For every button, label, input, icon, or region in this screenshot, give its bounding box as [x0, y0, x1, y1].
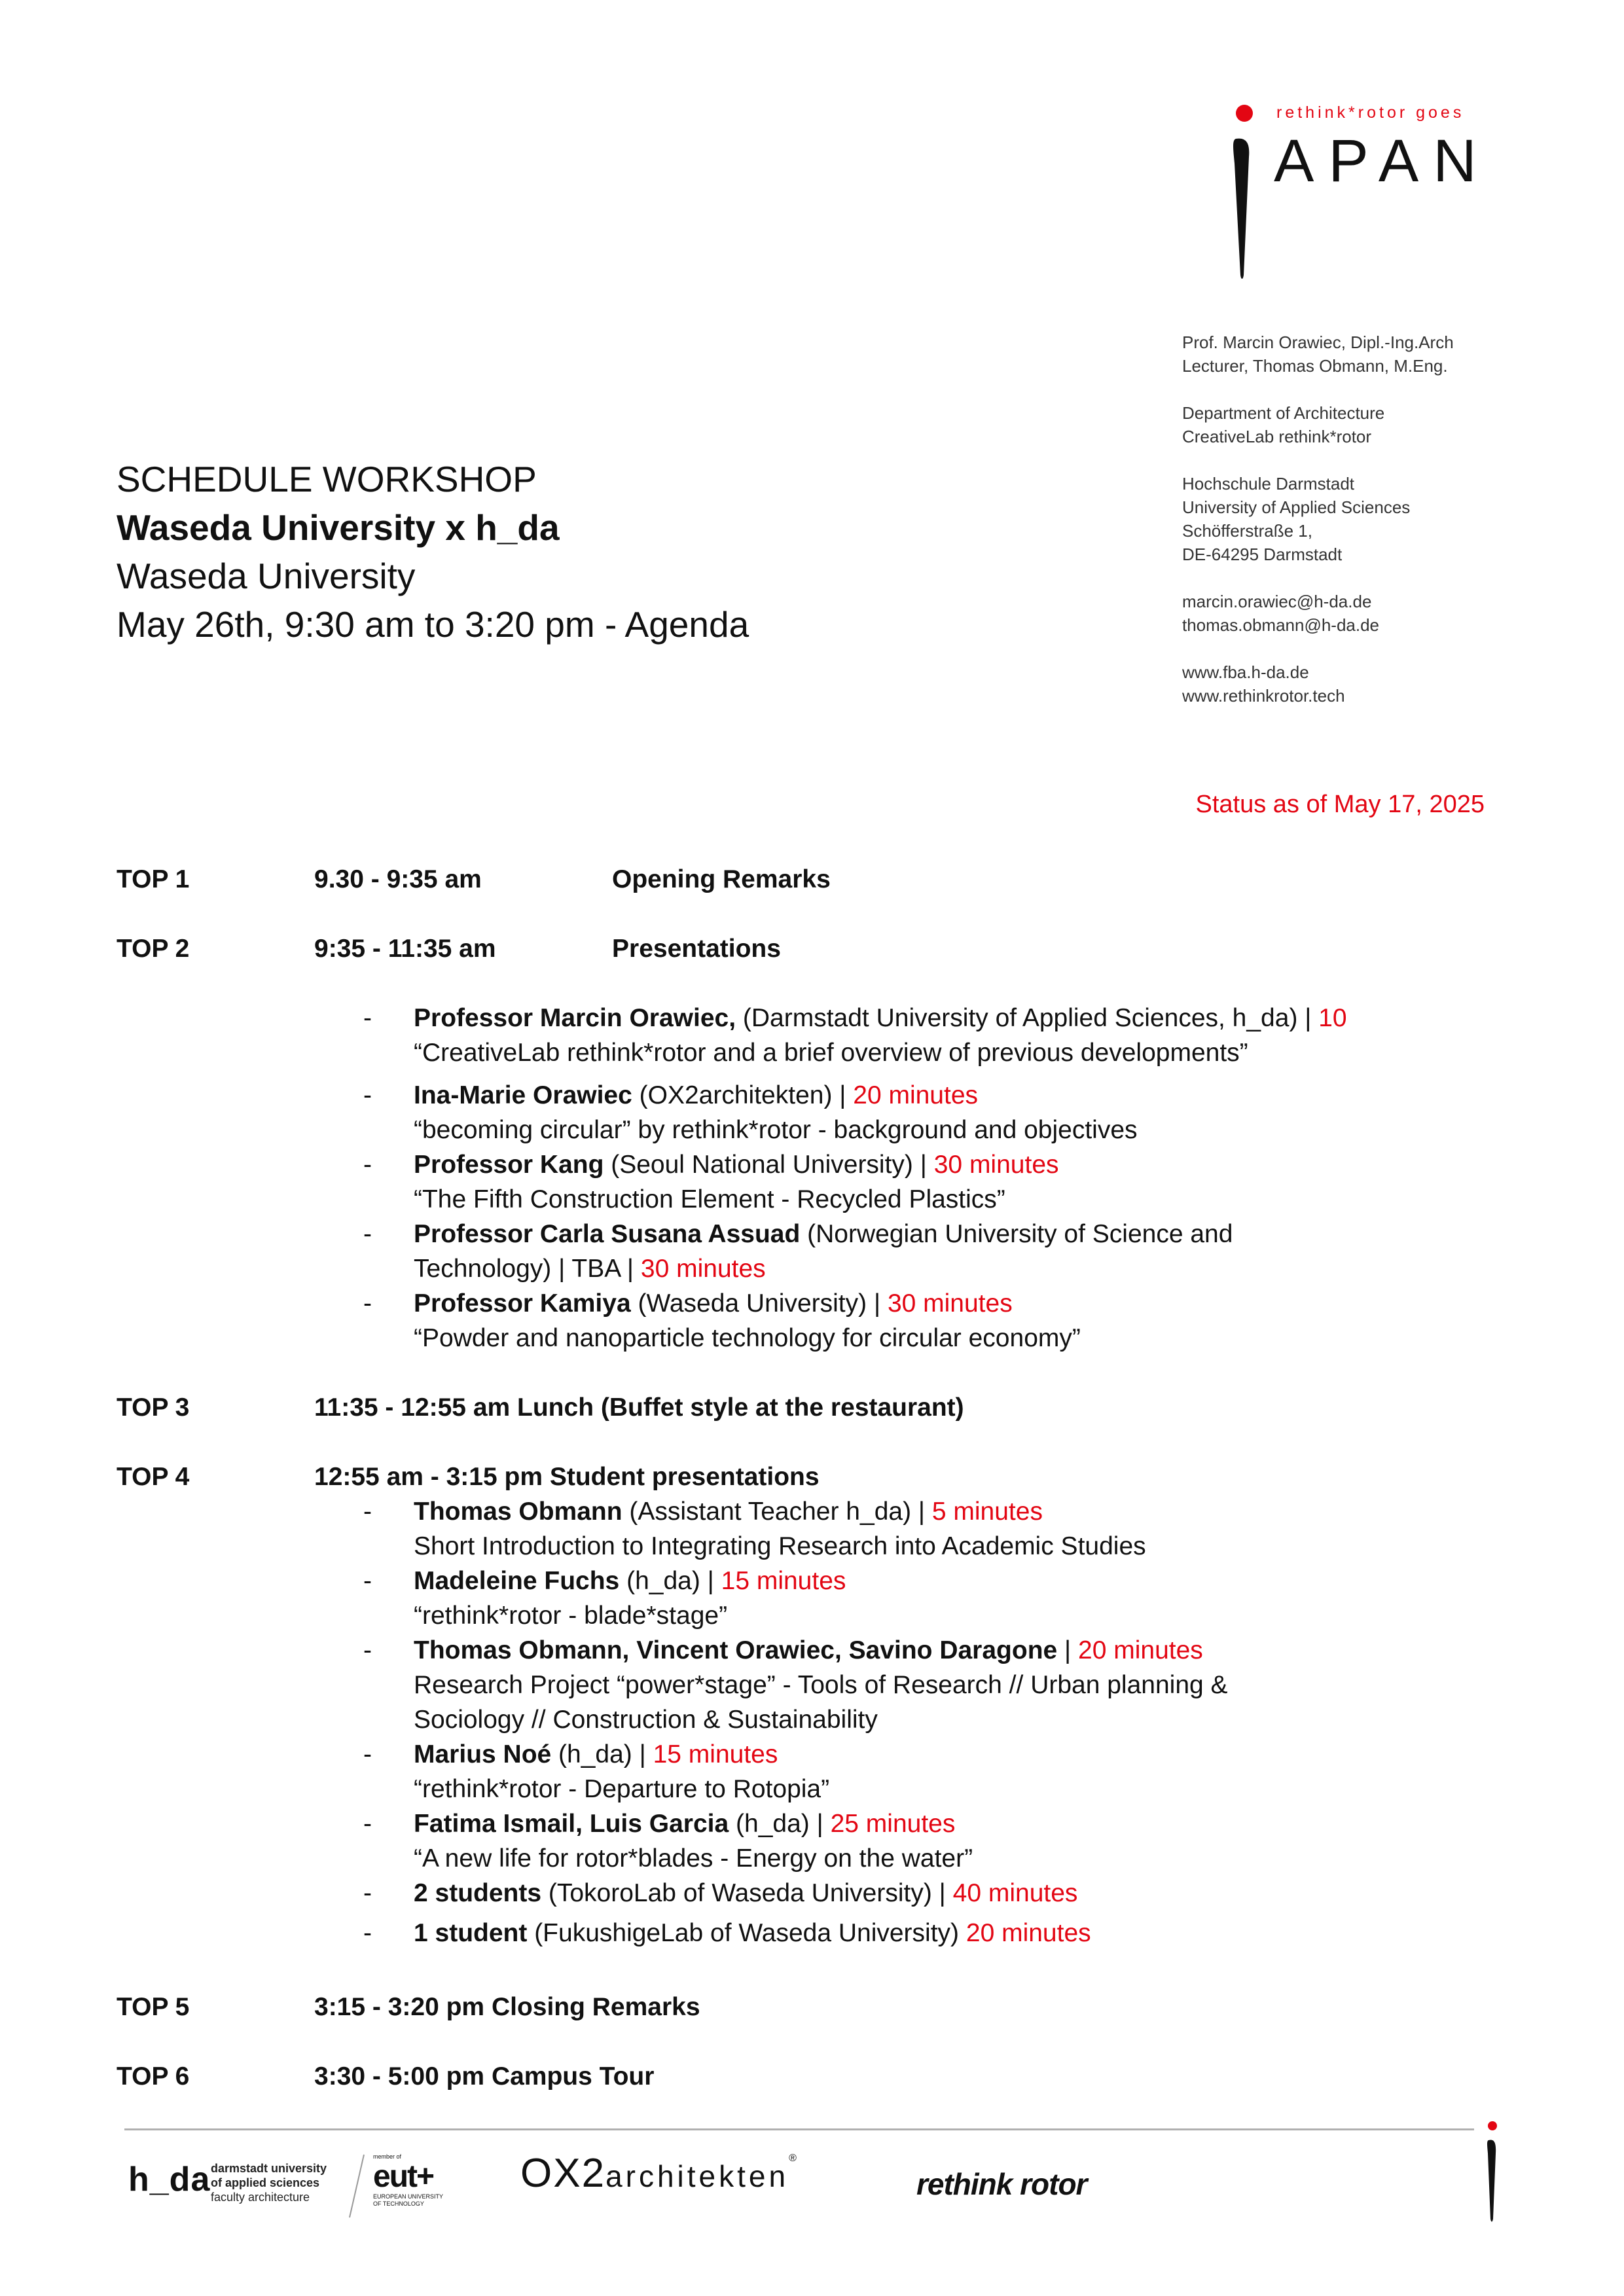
speaker-affiliation: |	[1057, 1636, 1079, 1664]
talk-title: “A new life for rotor*blades - Energy on the water”	[414, 1844, 973, 1873]
contact-line: Schöfferstraße 1,	[1182, 521, 1312, 541]
list-dash: -	[363, 1919, 372, 1947]
speaker-affiliation: (Darmstadt University of Applied Sciences, h_da) |	[736, 1004, 1319, 1032]
talk-title: Sociology // Construction & Sustainability	[414, 1706, 878, 1734]
talk-title: Research Project “power*stage” - Tools of Research // Urban planning &	[414, 1671, 1228, 1699]
top2-number: TOP 2	[117, 935, 190, 963]
eut-logo	[373, 2153, 452, 2208]
speaker-name: Professor Kamiya	[414, 1289, 631, 1318]
speaker-name: Professor Kang	[414, 1151, 604, 1179]
list-dash: -	[363, 1879, 372, 1907]
ox2-mark: OX2	[520, 2151, 606, 2196]
speaker-affiliation: (OX2architekten) |	[632, 1081, 854, 1109]
list-dash: -	[363, 1567, 372, 1595]
contact-block	[1182, 331, 1523, 731]
contact-department	[1182, 401, 1523, 448]
top6-number: TOP 6	[117, 2062, 190, 2090]
talk-title: “The Fifth Construction Element - Recycled Plastics”	[414, 1185, 1005, 1213]
hda-logo-line: of applied sciences	[211, 2176, 320, 2189]
website-link[interactable]: www.fba.h-da.de	[1182, 662, 1309, 682]
duration: 40 minutes	[952, 1879, 1078, 1907]
list-dash: -	[363, 1220, 372, 1248]
email-link[interactable]: marcin.orawiec@h-da.de	[1182, 592, 1372, 611]
talk-title: “Powder and nanoparticle technology for circular economy”	[414, 1324, 1081, 1352]
eut-subtitle: EUROPEAN UNIVERSITY	[373, 2193, 444, 2200]
eut-mark: eut+	[373, 2159, 434, 2194]
talk-title: “CreativeLab rethink*rotor and a brief overview of previous developments”	[414, 1039, 1248, 1067]
speaker-name: Thomas Obmann, Vincent Orawiec, Savino Daragone	[414, 1636, 1058, 1664]
duration: 25 minutes	[830, 1810, 956, 1838]
duration: 20 minutes	[853, 1081, 979, 1109]
contact-line: CreativeLab rethink*rotor	[1182, 427, 1372, 446]
duration: 20 minutes	[1078, 1636, 1203, 1664]
top4-number: TOP 4	[117, 1463, 190, 1491]
speaker-name: Fatima Ismail, Luis Garcia	[414, 1810, 729, 1838]
speaker-affiliation: (Norwegian University of Science and	[800, 1220, 1233, 1248]
list-dash: -	[363, 1636, 372, 1664]
speaker-affiliation: (FukushigeLab of Waseda University)	[527, 1919, 966, 1947]
top1-title: Opening Remarks	[612, 865, 831, 893]
title-line-4: May 26th, 9:30 am to 3:20 pm - Agenda	[117, 604, 749, 645]
top6-text: 3:30 - 5:00 pm Campus Tour	[314, 2062, 655, 2090]
talk-title: Short Introduction to Integrating Research into Academic Studies	[414, 1532, 1146, 1560]
speaker-affiliation: (h_da) |	[551, 1740, 653, 1768]
speaker-affiliation: (TokoroLab of Waseda University) |	[541, 1879, 953, 1907]
top4-text: 12:55 am - 3:15 pm Student presentations	[314, 1463, 820, 1491]
website-link[interactable]: www.rethinkrotor.tech	[1182, 686, 1345, 706]
email-link[interactable]: thomas.obmann@h-da.de	[1182, 615, 1380, 635]
top5-text: 3:15 - 3:20 pm Closing Remarks	[314, 1993, 700, 2021]
list-dash: -	[363, 1289, 372, 1318]
speaker-name: Marius Noé	[414, 1740, 552, 1768]
duration: 30 minutes	[933, 1151, 1059, 1179]
eut-member-label: member of	[373, 2153, 402, 2160]
talk-title: “rethink*rotor - Departure to Rotopia”	[414, 1775, 830, 1803]
logo-brush-stroke-icon	[1231, 137, 1257, 281]
list-dash: -	[363, 1810, 372, 1838]
speaker-affiliation: (h_da) |	[729, 1810, 831, 1838]
list-dash: -	[363, 1740, 372, 1768]
speaker-name: 1 student	[414, 1919, 528, 1947]
logo-separator-icon	[347, 2153, 367, 2219]
duration: 5 minutes	[931, 1498, 1043, 1526]
duration: 15 minutes	[653, 1740, 778, 1768]
top1-number: TOP 1	[117, 865, 190, 893]
contact-line: Hochschule Darmstadt	[1182, 474, 1354, 493]
talk-title: “rethink*rotor - blade*stage”	[414, 1602, 728, 1630]
logo-title: APAN	[1274, 128, 1491, 194]
contact-line: Prof. Marcin Orawiec, Dipl.-Ing.Arch	[1182, 332, 1454, 352]
brush-stroke-icon	[1485, 2121, 1500, 2225]
rethinkrotor-logo: rethink rotor	[916, 2167, 1087, 2201]
top3-text: 11:35 - 12:55 am Lunch (Buffet style at the restaurant)	[314, 1393, 964, 1422]
contact-names	[1182, 331, 1523, 378]
speaker-name: Professor Marcin Orawiec,	[414, 1004, 736, 1032]
contact-websites	[1182, 660, 1523, 708]
title-line-2: Waseda University x h_da	[117, 507, 560, 548]
contact-emails	[1182, 590, 1523, 637]
speaker-name: Thomas Obmann	[414, 1498, 623, 1526]
hda-logo: h_da	[128, 2161, 211, 2198]
hda-logo-line: faculty architecture	[211, 2191, 310, 2204]
top3-number: TOP 3	[117, 1393, 190, 1422]
eut-subtitle: OF TECHNOLOGY	[373, 2200, 424, 2207]
speaker-affiliation: Technology) | TBA |	[414, 1255, 641, 1283]
list-dash: -	[363, 1151, 372, 1179]
document-title	[117, 455, 749, 649]
speaker-name: Madeleine Fuchs	[414, 1567, 620, 1595]
speaker-name: Ina-Marie Orawiec	[414, 1081, 632, 1109]
duration: 20 minutes	[965, 1919, 1091, 1947]
status-date: Status as of May 17, 2025	[1195, 791, 1485, 818]
top1-time: 9.30 - 9:35 am	[314, 865, 482, 893]
duration: 15 minutes	[721, 1567, 846, 1595]
speaker-affiliation: (Seoul National University) |	[604, 1151, 934, 1179]
contact-line: University of Applied Sciences	[1182, 497, 1411, 517]
speaker-name: Professor Carla Susana Assuad	[414, 1220, 801, 1248]
top2-title: Presentations	[612, 935, 781, 963]
duration: 30 minutes	[640, 1255, 766, 1283]
list-dash: -	[363, 1498, 372, 1526]
ox2-wordmark: architekten	[605, 2159, 789, 2193]
list-dash: -	[363, 1004, 372, 1032]
list-dash: -	[363, 1081, 372, 1109]
hda-logo-text	[211, 2161, 342, 2204]
speaker-affiliation: (h_da) |	[619, 1567, 721, 1595]
title-line-3: Waseda University	[117, 556, 416, 596]
contact-line: Department of Architecture	[1182, 403, 1385, 423]
duration: 30 minutes	[887, 1289, 1013, 1318]
contact-line: DE-64295 Darmstadt	[1182, 545, 1343, 564]
contact-address	[1182, 472, 1523, 566]
duration: 10	[1318, 1004, 1347, 1032]
top2-time: 9:35 - 11:35 am	[314, 935, 496, 963]
ox2-registered: ®	[789, 2153, 797, 2164]
speaker-affiliation: (Waseda University) |	[630, 1289, 888, 1318]
hda-logo-line: darmstadt university	[211, 2162, 327, 2175]
logo-tagline: rethink*rotor goes	[1276, 103, 1465, 122]
talk-title: “becoming circular” by rethink*rotor - background and objectives	[414, 1116, 1138, 1144]
top5-number: TOP 5	[117, 1993, 190, 2021]
contact-line: Lecturer, Thomas Obmann, M.Eng.	[1182, 356, 1448, 376]
ox2-logo	[520, 2153, 797, 2194]
speaker-name: 2 students	[414, 1879, 542, 1907]
logo-red-dot	[1236, 105, 1253, 122]
title-line-1: SCHEDULE WORKSHOP	[117, 459, 537, 499]
speaker-affiliation: (Assistant Teacher h_da) |	[622, 1498, 932, 1526]
footer-divider	[124, 2128, 1474, 2130]
